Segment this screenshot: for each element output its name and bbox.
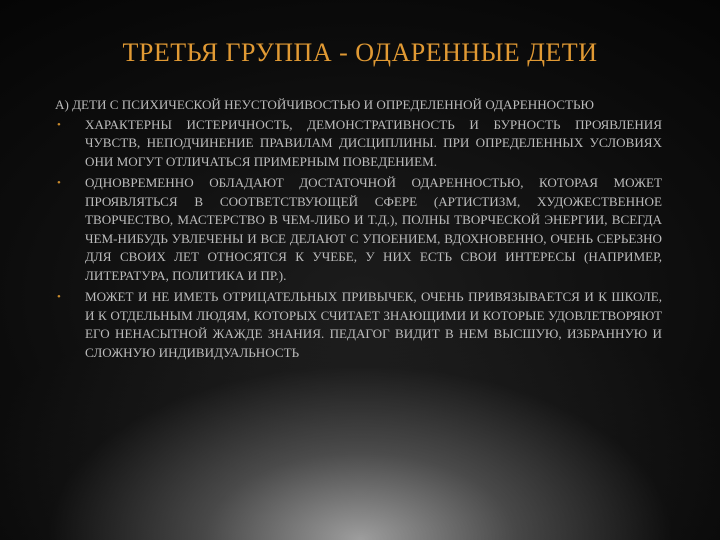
bullet-item — [55, 116, 662, 172]
bullet-text: ХАРАКТЕРНЫ ИСТЕРИЧНОСТЬ, ДЕМОНСТРАТИВНОСТЬ И БУРНОСТЬ ПРОЯВЛЕНИЯ ЧУВСТВ, НЕПОДЧИНЕНИЕ ПРАВИЛАМ ДИСЦИПЛИНЫ. ПРИ ОПРЕДЕЛЕННЫХ УСЛОВИЯХ ОНИ МОГУТ ОТЛИЧАТЬСЯ ПРИМЕРНЫМ ПОВЕДЕНИЕМ. — [85, 116, 662, 169]
intro-heading: А) ДЕТИ С ПСИХИЧЕСКОЙ НЕУСТОЙЧИВОСТЬЮ И ОПРЕДЕЛЕННОЙ ОДАРЕННОСТЬЮ — [55, 97, 594, 112]
bullet-text: ОДНОВРЕМЕННО ОБЛАДАЮТ ДОСТАТОЧНОЙ ОДАРЕННОСТЬЮ, КОТОРАЯ МОЖЕТ ПРОЯВЛЯТЬСЯ В СООТВЕТСТВУЮЩЕЙ СФЕРЕ (АРТИСТИЗМ, ХУДОЖЕСТВЕННОЕ ТВОРЧЕСТВО, МАСТЕРСТВО В ЧЕМ-ЛИБО И Т.Д.), ПОЛНЫ ТВОРЧЕСКОЙ ЭНЕРГИИ, ВСЕГДА ЧЕМ-НИБУДЬ УВЛЕЧЕНЫ И ВСЕ ДЕЛАЮТ С УПОЕНИЕМ, ВДОХНОВЕННО, ОЧЕНЬ СЕРЬЕЗНО ДЛЯ СВОИХ ЛЕТ ОТНОСЯТСЯ К УЧЕБЕ, У НИХ ЕСТЬ СВОИ ИНТЕРЕСЫ (НАПРИМЕР, ЛИТЕРАТУРА, ПОЛИТИКА И ПР.). — [85, 175, 662, 283]
bullet-list — [55, 116, 662, 363]
bullet-item — [55, 174, 662, 285]
bullet-text: МОЖЕТ И НЕ ИМЕТЬ ОТРИЦАТЕЛЬНЫХ ПРИВЫЧЕК, ОЧЕНЬ ПРИВЯЗЫВАЕТСЯ И К ШКОЛЕ, И К ОТДЕЛЬНЫМ ЛЮДЯМ, КОТОРЫХ СЧИТАЕТ ЗНАЮЩИМИ И КОТОРЫЕ УДОВЛЕТВОРЯЮТ ЕГО НЕНАСЫТНОЙ ЖАЖДЕ ЗНАНИЯ. ПЕДАГОГ ВИДИТ В НЕМ ВЫСШУЮ, ИЗБРАННУЮ И СЛОЖНУЮ ИНДИВИДУАЛЬНОСТЬ — [85, 289, 662, 360]
slide-title: ТРЕТЬЯ ГРУППА - ОДАРЕННЫЕ ДЕТИ — [122, 38, 598, 67]
bullet-icon: • — [57, 177, 61, 189]
bullet-icon: • — [57, 291, 61, 303]
bullet-item — [55, 288, 662, 362]
bullet-icon: • — [57, 118, 61, 131]
slide-body — [55, 96, 662, 365]
